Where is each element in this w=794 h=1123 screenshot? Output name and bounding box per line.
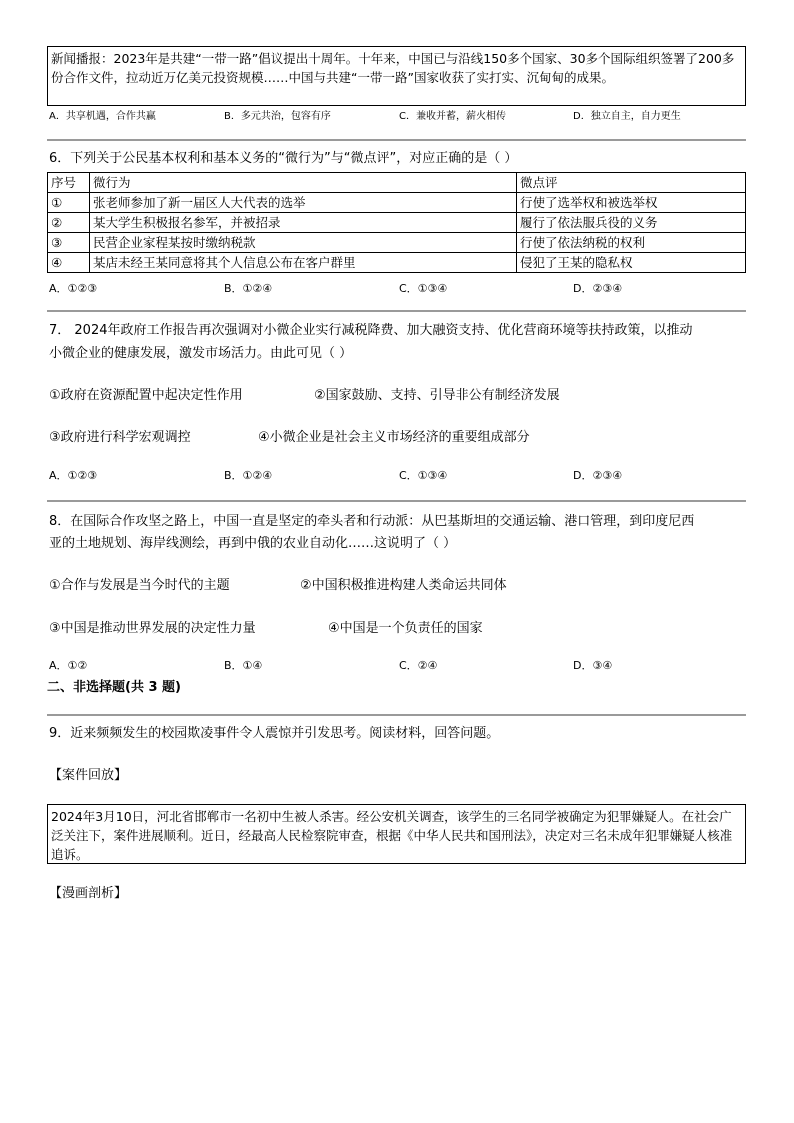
table-cell: ④ [48,253,90,273]
q7-option-b: B．①②④ [224,469,273,482]
table-cell: 侵犯了王某的隐私权 [517,253,746,273]
q7-option-a: A．①②③ [49,469,98,482]
header-cell: 序号 [48,173,90,193]
q7-stem-line2: 小微企业的健康发展，激发市场活力。由此可见（ ） [49,346,353,361]
q7-statement-3: ③政府进行科学宏观调控 [49,430,191,445]
q8-statement-4: ④中国是一个负责任的国家 [328,621,483,636]
table-cell: 某店未经王某同意将其个人信息公布在客户群里 [90,253,517,273]
q8-option-b: B．①④ [224,659,263,672]
q6-table [47,172,746,273]
q5-option-d: D．独立自主，自力更生 [573,111,681,122]
q7-option-c: C．①③④ [399,469,448,482]
q6-option-b: B．①②④ [224,282,273,295]
table-cell: 行使了依法纳税的权利 [517,233,746,253]
table-cell: 某大学生积极报名参军，并被招录 [90,213,517,233]
q6-option-d: D．②③④ [573,282,623,295]
q8-statement-2: ②中国积极推进构建人类命运共同体 [300,578,507,593]
q6-stem: 6．下列关于公民基本权利和基本义务的“微行为”与“微点评”，对应正确的是（ ） [49,151,518,166]
q7-option-d: D．②③④ [573,469,623,482]
table-cell: 履行了依法服兵役的义务 [517,213,746,233]
q7-statement-1: ①政府在资源配置中起决定性作用 [49,388,243,403]
divider [47,310,746,312]
q5-option-c: C．兼收并蓄，薪火相传 [399,111,506,122]
divider [47,139,746,141]
q9-stem: 9．近来频频发生的校园欺凌事件令人震惊并引发思考。阅读材料，回答问题。 [49,726,500,741]
q8-option-d: D．③④ [573,659,613,672]
table-cell: 民营企业家程某按时缴纳税款 [90,233,517,253]
header-cell: 微行为 [90,173,517,193]
table-header-row [48,173,746,193]
table-row [48,193,746,213]
table-cell: ③ [48,233,90,253]
table-cell: 张老师参加了新一届区人大代表的选举 [90,193,517,213]
table-row [48,213,746,233]
table-cell: ② [48,213,90,233]
q5-option-a: A．共享机遇，合作共赢 [49,111,156,122]
q6-option-c: C．①③④ [399,282,448,295]
q8-statement-3: ③中国是推动世界发展的决定性力量 [49,621,256,636]
case-material-box [47,804,746,864]
q8-stem-line2: 亚的土地规划、海岸线测绘，再到中俄的农业自动化……这说明了（ ） [49,536,457,551]
divider [47,714,746,716]
section-title: 二、非选择题(共 3 题) [47,680,181,695]
q5-material-text: 新闻播报：2023年是共建“一带一路”倡议提出十周年。十年来，中国已与沿线150多个国家、30多个国际组织签署了200多份合作文件，拉动近万亿美元投资规模……中国与共建“一带一路”国家收获了实打实、沉甸甸的成果。 [51,51,735,85]
q7-statement-2: ②国家鼓励、支持、引导非公有制经济发展 [314,388,560,403]
header-cell: 微点评 [517,173,746,193]
q8-option-c: C．②④ [399,659,438,672]
q6-option-a: A．①②③ [49,282,98,295]
case-heading: 【案件回放】 [49,768,128,783]
case-material-text: 2024年3月10日，河北省邯郸市一名初中生被人杀害。经公安机关调查，该学生的三名同学被确定为犯罪嫌疑人。在社会广泛关注下，案件进展顺利。近日，经最高人民检察院审查，根据《中华人民共和国刑法》，决定对三名未成年犯罪嫌疑人核准追诉。 [51,809,733,862]
q8-stem-line1: 8．在国际合作攻坚之路上，中国一直是坚定的牵头者和行动派：从巴基斯坦的交通运输、港口管理，到印度尼西 [49,514,695,529]
table-cell: 行使了选举权和被选举权 [517,193,746,213]
table-row [48,253,746,273]
table-row [48,233,746,253]
table-cell: ① [48,193,90,213]
q7-stem-line1: 7． 2024年政府工作报告再次强调对小微企业实行减税降费、加大融资支持、优化营商环境等扶持政策，以推动 [49,323,693,338]
comic-heading: 【漫画剖析】 [49,886,128,901]
q8-option-a: A．①② [49,659,88,672]
q7-statement-4: ④小微企业是社会主义市场经济的重要组成部分 [258,430,530,445]
q5-material-box [47,46,746,106]
divider [47,500,746,502]
q5-option-b: B．多元共治，包容有序 [224,111,331,122]
q8-statement-1: ①合作与发展是当今时代的主题 [49,578,230,593]
